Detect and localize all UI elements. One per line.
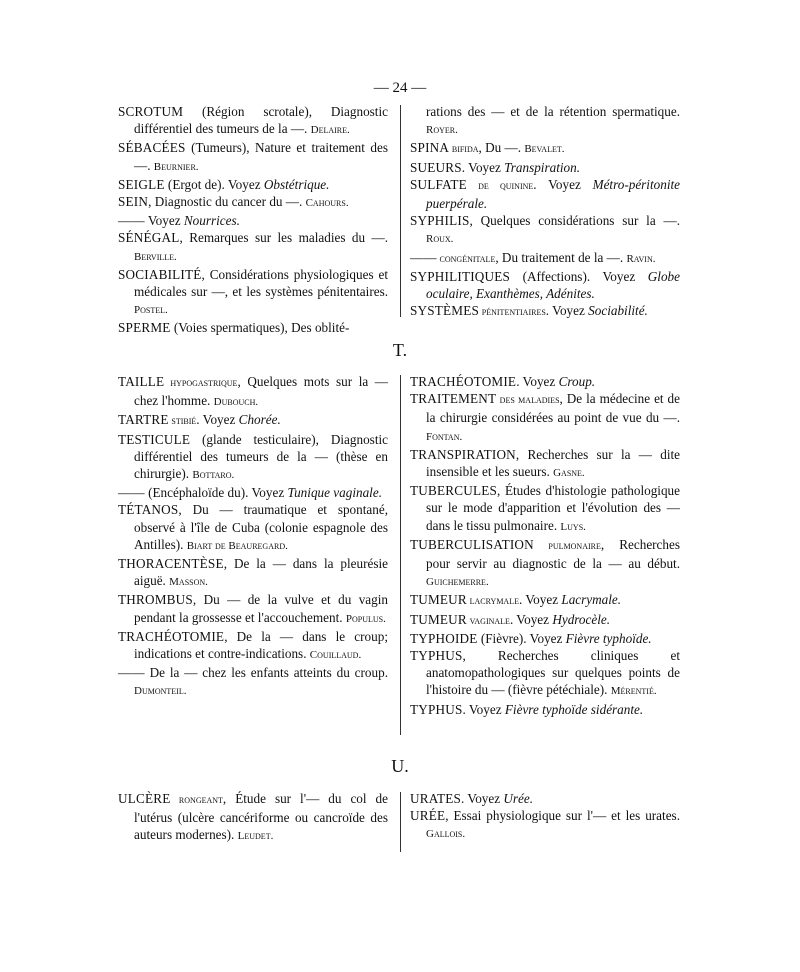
entry-text: , Recherches cliniques et anatomopathologiques sur quelques points de l'histoire du — (fièvre pétéchiale). [426,648,680,698]
entry-author: Fontan. [426,430,463,443]
entry-head: TRACHÉOTOMIE [118,628,225,644]
entry-head: SÉNÉGAL [118,230,180,246]
index-entry [118,411,388,430]
entry-text: . Voyez [533,176,593,192]
entry-head: —— [118,485,145,501]
left-column [118,790,388,846]
entry-text: . Voyez [545,303,589,319]
index-entry [118,176,388,193]
index-entry [118,431,388,485]
entry-text: (Fièvre). Voyez [477,630,566,646]
entry-text: Voyez [144,213,184,229]
entry-ref: Métro-péritonite puerpérale. [426,176,680,212]
entry-head: SEIGLE [118,176,165,192]
entry-head: TYPHUS [410,648,463,664]
entry-ref: Tunique vaginale. [287,485,382,501]
entry-head: SPINA [410,140,450,156]
entry-text: . Voyez [461,791,504,806]
entry-author: Cahours. [305,197,349,210]
entry-text: rations des — et de la rétention spermatique. [426,104,680,119]
index-entry [118,555,388,591]
entry-ref: Fièvre typhoïde sidérante. [504,701,644,717]
index-entry [410,630,680,647]
entry-text: De la — chez les enfants atteints du croup. [144,665,388,681]
entry-author: Bevalet. [524,143,565,156]
index-entry [118,319,388,336]
entry-text: , Essai physiologique sur l'— et les urates. [445,808,680,824]
entry-text: (glande testiculaire), Diagnostic différentiel des tumeurs de la — (thèse en chirurgie). [134,431,388,482]
entry-text: . Voyez [196,412,239,428]
entry-head: SYSTÈMES [410,303,480,319]
index-entry [118,229,388,265]
entry-author: Guichemerre. [426,576,489,589]
entry-sub: pénitentiaires [479,306,546,319]
index-entry [118,212,388,229]
entry-text: , Études d'histologie pathologique sur le mode d'apparition et l'évolution des — dans le tissu pulmonaire. [426,483,680,533]
section-u [118,790,680,860]
index-entry [410,268,680,302]
entry-text: . Voyez [462,701,505,717]
index-entry [118,501,388,555]
index-entry [410,176,680,212]
entry-head: TYPHUS [410,701,463,717]
entry-author: Beurnier. [153,160,199,173]
entry-text: , Du —. [478,140,525,156]
index-entry [410,249,680,268]
entry-ref: Sociabilité. [588,303,648,319]
entry-text: , Recherches pour servir au diagnostic de la — au début. [426,536,680,572]
entry-sub: stibié [168,415,197,428]
entry-author: Populus. [345,612,386,625]
entry-ref: Chorée. [238,412,281,428]
entry-sub: hypogastrique [164,377,238,389]
index-entry [118,628,388,664]
index-entry [410,302,680,321]
entry-text: , De la médecine et de la chirurgie considérées au point de vue du —. [426,391,680,426]
entry-ref: Fièvre typhoïde. [565,630,652,646]
entry-head: SOCIABILITÉ [118,266,202,282]
entry-author: Bottaro. [192,469,235,482]
index-entry [118,266,388,320]
entry-head: SPERME [118,320,171,336]
entry-text: (Encéphaloïde du). Voyez [144,485,288,501]
index-entry [118,193,388,212]
entry-text: , Du traitement de la —. [495,249,627,265]
index-entry [410,482,680,536]
entry-head: URÉE [410,808,446,824]
entry-text: , Étude sur l'— du col de l'utérus (ulcère cancériforme ou cancroïde des auteurs modernes). [134,791,388,843]
entry-text: , Quelques mots sur la — chez l'homme. [134,374,388,409]
section-t [118,373,680,743]
entry-text: (Voies spermatiques), Des oblité- [170,320,350,336]
entry-author: Postel. [134,304,168,317]
entry-sub: rongeant [170,794,223,806]
index-entry [410,790,680,807]
index-entry [410,373,680,390]
index-entry [410,139,680,158]
entry-author: Gasne. [553,467,585,480]
index-entry [118,664,388,700]
entry-author: Royer. [426,124,458,137]
entry-sub: de quinine [466,179,534,192]
index-entry [410,390,680,446]
column-divider [400,375,401,735]
page-number: — 24 — [373,80,427,96]
entry-head: SEIN [118,194,149,210]
entry-head: TRAITEMENT [410,391,497,407]
entry-text: (Affections). Voyez [510,268,648,284]
entry-head: SULFATE [410,176,467,192]
entry-author: Masson. [169,576,208,589]
entry-head: —— [410,249,437,265]
entry-head: URATES [410,791,462,806]
entry-sub: pulmonaire [533,539,601,552]
entry-text: , Considérations physiologiques et médicales sur —, et les systèmes pénitentaires. [134,266,388,300]
index-entry [118,139,388,175]
entry-ref: Lacrymale. [561,592,622,608]
index-entry [410,701,680,718]
entry-text: , Quelques considérations sur la —. [469,213,680,229]
right-column [410,103,680,321]
index-entry [410,611,680,630]
entry-head: TUBERCULISATION [410,536,534,552]
entry-author: Roux. [426,233,454,246]
entry-head: TUMEUR [410,611,467,627]
section-s [118,103,680,336]
entry-text: , Du — de la vulve et du vagin pendant la grossesse et l'accouchement. [134,592,388,625]
entry-author: Delaire. [310,124,350,137]
entry-text: . Voyez [516,374,559,389]
index-entry [410,159,680,176]
entry-text: (Région scrotale), Diagnostic différentiel des tumeurs de la —. [134,104,388,137]
index-entry [410,446,680,482]
entry-head: TUMEUR [410,592,467,608]
index-entry [410,647,680,701]
column-divider [400,105,401,317]
entry-sub: congénitale [436,252,496,265]
entry-text: , Du — traumatique et spontané, observé à l'île de Cuba (colonie espagnole des Antilles). [134,502,388,552]
entry-head: THORACENTÈSE [118,556,224,572]
letter-heading-t: T. [392,340,408,360]
entry-author: Dumonteil. [134,685,187,698]
entry-head: THROMBUS [118,592,193,608]
entry-text: , De la — dans le croup; indications et contre-indications. [134,628,388,662]
entry-head: TARTRE [118,412,169,428]
index-entry [410,536,680,592]
entry-sub: des maladies [496,394,560,407]
entry-ref: Obstétrique. [263,176,330,192]
entry-head: SYPHILITIQUES [410,268,511,284]
entry-head: TUBERCULES [410,483,497,499]
entry-head: TRANSPIRATION [410,446,516,462]
entry-text: , Diagnostic du cancer du —. [148,194,306,210]
entry-head: TRACHÉOTOMIE [410,374,517,389]
entry-head: —— [118,213,145,229]
entry-head: —— [118,665,145,681]
entry-head: TYPHOIDE [410,630,478,646]
entry-sub: vaginale [466,614,510,627]
entry-head: TÉTANOS [118,502,179,518]
entry-ref: Globe oculaire, Exanthèmes, Adénites. [426,268,680,302]
entry-text: . Voyez [518,592,562,608]
index-entry [410,103,680,139]
entry-author: Ravin. [626,252,656,265]
entry-ref: Croup. [558,374,596,389]
index-entry [118,790,388,846]
entry-sub: lacrymale [466,595,519,608]
entry-author: Couillaud. [309,649,362,662]
entry-author: Dubouch. [213,396,259,409]
entry-head: TAILLE [118,374,165,389]
index-entry [410,212,680,248]
entry-head: ULCÈRE [118,791,171,806]
entry-ref: Transpiration. [504,159,581,175]
left-column [118,103,388,337]
entry-author: Berville. [134,250,177,263]
entry-head: SYPHILIS [410,213,470,229]
index-entry [118,591,388,627]
entry-author: Gallois. [426,828,466,841]
entry-author: Biart de Beauregard. [186,539,288,552]
entry-author: Luys. [560,520,586,533]
index-entry [118,103,388,139]
index-entry [410,807,680,843]
entry-text: . Voyez [461,159,505,175]
entry-text: , Remarques sur les maladies du —. [179,230,388,246]
entry-author: Mérentié. [610,685,657,698]
entry-text: . Voyez [509,611,553,627]
column-divider [400,792,401,852]
letter-heading-u: U. [391,756,409,776]
entry-author: Leudet. [237,830,274,843]
right-column [410,790,680,844]
entry-text: (Tumeurs), Nature et traitement des —. [134,140,388,173]
entry-ref: Hydrocèle. [552,611,611,627]
index-entry [118,484,388,501]
entry-ref: Urée. [503,791,534,806]
index-entry [410,591,680,610]
entry-text: , De la — dans la pleurésie aiguë. [134,556,388,589]
entry-text: (Ergot de). Voyez [164,176,264,192]
entry-text: , Recherches sur la — dite insensible et les sueurs. [426,446,680,480]
right-column [410,373,680,718]
left-column [118,373,388,701]
entry-head: SÉBACÉES [118,140,186,156]
entry-head: SCROTUM [118,104,184,119]
entry-head: SUEURS [410,159,462,175]
entry-head: TESTICULE [118,431,191,447]
entry-sub: bifida [449,143,479,156]
index-entry [118,373,388,411]
entry-ref: Nourrices. [183,213,240,229]
